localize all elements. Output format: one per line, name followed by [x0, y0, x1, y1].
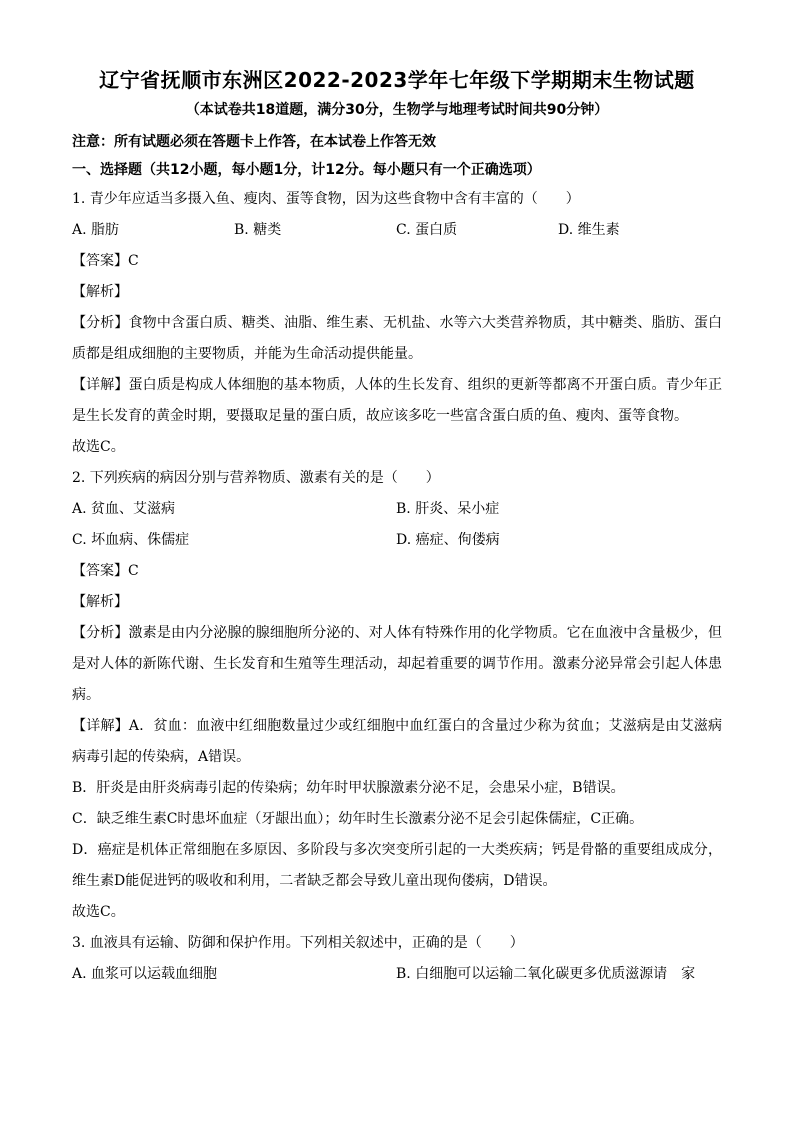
q1-option-b: B. 糖类	[234, 222, 282, 238]
q2-option-d: D. 癌症、佝偻病	[396, 532, 500, 548]
q2-fenxi-text: 激素是由内分泌腺的腺细胞所分泌的、对人体有特殊作用的化学物质。它在血液中含量极少，但是对人体的新陈代谢、生长发育和生殖等生理活动，却起着重要的调节作用。激素分泌异常会引起人体患病。	[72, 625, 723, 703]
question-2-options-row-1	[72, 494, 722, 525]
q2-fenxi	[72, 618, 722, 711]
q2-analysis-label: 【解析】	[72, 594, 128, 610]
q1-fenxi-tag: 【分析】	[72, 315, 129, 331]
exam-title: 辽宁省抚顺市东洲区2022-2023学年七年级下学期期末生物试题	[99, 68, 695, 92]
q1-option-c: C. 蛋白质	[396, 222, 458, 238]
question-2-stem: 2. 下列疾病的病因分别与营养物质、激素有关的是（ ）	[72, 470, 440, 486]
exam-subtitle: （本试卷共18道题，满分30分，生物学与地理考试时间共90分钟）	[185, 102, 609, 118]
q2-line-c: C．缺乏维生素C时患坏血症（牙龈出血）；幼年时生长激素分泌不足会引起侏儒症，C正确。	[72, 811, 644, 827]
q1-xiangjie	[72, 370, 722, 432]
q1-option-a: A. 脂肪	[72, 222, 120, 238]
q3-option-b: B. 白细胞可以运输二氧化碳更多优质滋源请 家	[396, 966, 696, 982]
q3-option-a: A. 血浆可以运载血细胞	[72, 966, 218, 982]
question-3-stem: 3. 血液具有运输、防御和保护作用。下列相关叙述中，正确的是（ ）	[72, 935, 524, 951]
section-heading: 一、选择题（共12小题，每小题1分，计12分。每小题只有一个正确选项）	[72, 162, 541, 178]
q2-answer: 【答案】C	[72, 563, 139, 579]
q1-answer: 【答案】C	[72, 253, 139, 269]
question-1-options	[72, 215, 722, 246]
question-1-stem: 1. 青少年应适当多摄入鱼、瘦肉、蛋等食物，因为这些食物中含有丰富的（ ）	[72, 191, 580, 207]
exam-notice: 注意：所有试题必须在答题卡上作答，在本试卷上作答无效	[72, 134, 436, 150]
q2-xiangjie-a	[72, 711, 722, 773]
q2-conclusion: 故选C。	[72, 904, 125, 920]
question-3-options	[72, 959, 722, 990]
q2-line-d: D．癌症是机体正常细胞在多原因、多阶段与多次突变所引起的一大类疾病；钙是骨骼的重要组成成分，维生素D能促进钙的吸收和利用，二者缺乏都会导致儿童出现佝偻病，D错误。	[72, 842, 722, 889]
q2-xiangjie-tag: 【详解】	[72, 718, 129, 734]
q2-line-b: B．肝炎是由肝炎病毒引起的传染病；幼年时甲状腺激素分泌不足，会患呆小症，B错误。	[72, 780, 625, 796]
q2-option-a: A. 贫血、艾滋病	[72, 501, 176, 517]
q1-analysis-label: 【解析】	[72, 284, 128, 300]
q2-option-c: C. 坏血病、侏儒症	[72, 532, 190, 548]
q1-fenxi	[72, 308, 722, 370]
q2-fenxi-tag: 【分析】	[72, 625, 129, 641]
q1-conclusion: 故选C。	[72, 439, 125, 455]
q1-xiangjie-text: 蛋白质是构成人体细胞的基本物质，人体的生长发育、组织的更新等都离不开蛋白质。青少年正是生长发育的黄金时期，要摄取足量的蛋白质，故应该多吃一些富含蛋白质的鱼、瘦肉、蛋等食物。	[72, 377, 723, 424]
q1-fenxi-text: 食物中含蛋白质、糖类、油脂、维生素、无机盐、水等六大类营养物质，其中糖类、脂肪、蛋白质都是组成细胞的主要物质，并能为生命活动提供能量。	[72, 315, 723, 362]
q2-option-b: B. 肝炎、呆小症	[396, 501, 500, 517]
q1-xiangjie-tag: 【详解】	[72, 377, 129, 393]
question-2-options-row-2	[72, 525, 722, 556]
q2-xiangjie-a-text: A．贫血：血液中红细胞数量过少或红细胞中血红蛋白的含量过少称为贫血；艾滋病是由艾滋病病毒引起的传染病，A错误。	[72, 718, 723, 765]
q1-option-d: D. 维生素	[558, 222, 620, 238]
